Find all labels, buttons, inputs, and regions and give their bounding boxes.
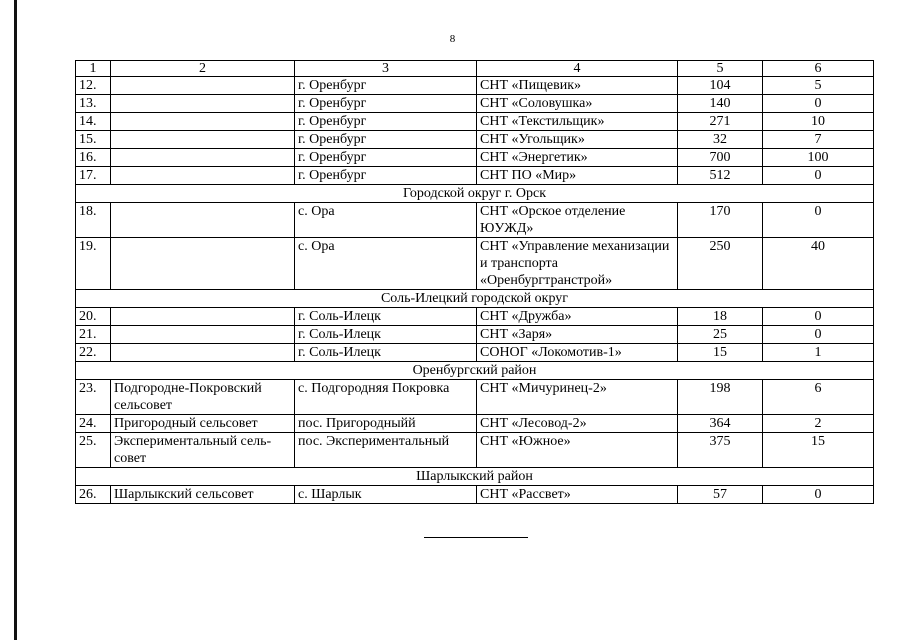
- header-cell-2: 2: [111, 61, 295, 77]
- value-cell: 5: [763, 77, 874, 95]
- organization-cell: СНТ «Рассвет»: [477, 486, 678, 504]
- value-cell: 2: [763, 415, 874, 433]
- organization-cell: СНТ «Текстильщик»: [477, 113, 678, 131]
- organization-cell: СНТ «Угольщик»: [477, 131, 678, 149]
- count-cell: 170: [678, 203, 763, 238]
- row-number-cell: 24.: [76, 415, 111, 433]
- row-number-cell: 14.: [76, 113, 111, 131]
- row-number-cell: 25.: [76, 433, 111, 468]
- count-cell: 700: [678, 149, 763, 167]
- count-cell: 250: [678, 238, 763, 290]
- row-number-cell: 16.: [76, 149, 111, 167]
- header-cell-1: 1: [76, 61, 111, 77]
- municipality-cell: Подгородне-Покровский сельсовет: [111, 380, 295, 415]
- table-row: [76, 308, 874, 326]
- municipality-cell: Экспериментальный сель-совет: [111, 433, 295, 468]
- settlement-cell: г. Оренбург: [295, 113, 477, 131]
- settlement-cell: г. Оренбург: [295, 167, 477, 185]
- municipality-cell: [111, 203, 295, 238]
- section-title: Соль-Илецкий городской округ: [76, 290, 874, 308]
- settlement-cell: с. Подгородняя Покровка: [295, 380, 477, 415]
- value-cell: 0: [763, 95, 874, 113]
- settlement-cell: г. Соль-Илецк: [295, 326, 477, 344]
- row-number-cell: 12.: [76, 77, 111, 95]
- row-number-cell: 17.: [76, 167, 111, 185]
- settlement-cell: с. Ора: [295, 238, 477, 290]
- table-row: [76, 131, 874, 149]
- value-cell: 0: [763, 308, 874, 326]
- section-title: Городской округ г. Орск: [76, 185, 874, 203]
- value-cell: 1: [763, 344, 874, 362]
- settlement-cell: г. Оренбург: [295, 149, 477, 167]
- header-cell-5: 5: [678, 61, 763, 77]
- document-table: [75, 60, 874, 504]
- count-cell: 57: [678, 486, 763, 504]
- row-number-cell: 22.: [76, 344, 111, 362]
- table-row: [76, 344, 874, 362]
- table-row: [76, 415, 874, 433]
- row-number-cell: 20.: [76, 308, 111, 326]
- table-row: [76, 77, 874, 95]
- section-title: Шарлыкский район: [76, 468, 874, 486]
- municipality-cell: [111, 77, 295, 95]
- header-cell-6: 6: [763, 61, 874, 77]
- organization-cell: СНТ ПО «Мир»: [477, 167, 678, 185]
- count-cell: 364: [678, 415, 763, 433]
- row-number-cell: 15.: [76, 131, 111, 149]
- table-row: [76, 433, 874, 468]
- count-cell: 32: [678, 131, 763, 149]
- page-number: 8: [449, 33, 456, 45]
- settlement-cell: с. Ора: [295, 203, 477, 238]
- settlement-cell: пос. Экспериментальный: [295, 433, 477, 468]
- table-row: [76, 95, 874, 113]
- organization-cell: СНТ «Южное»: [477, 433, 678, 468]
- settlement-cell: г. Оренбург: [295, 131, 477, 149]
- count-cell: 198: [678, 380, 763, 415]
- count-cell: 271: [678, 113, 763, 131]
- municipality-cell: [111, 131, 295, 149]
- row-number-cell: 23.: [76, 380, 111, 415]
- municipality-cell: [111, 113, 295, 131]
- table-row: [76, 113, 874, 131]
- value-cell: 0: [763, 167, 874, 185]
- header-cell-3: 3: [295, 61, 477, 77]
- count-cell: 18: [678, 308, 763, 326]
- organization-cell: СНТ «Энергетик»: [477, 149, 678, 167]
- value-cell: 0: [763, 486, 874, 504]
- section-heading-row: [76, 362, 874, 380]
- municipality-cell: [111, 238, 295, 290]
- left-margin-bar: [14, 0, 17, 640]
- settlement-cell: с. Шарлык: [295, 486, 477, 504]
- table-row: [76, 149, 874, 167]
- value-cell: 15: [763, 433, 874, 468]
- row-number-cell: 21.: [76, 326, 111, 344]
- section-heading-row: [76, 468, 874, 486]
- organization-cell: СОНОГ «Локомотив-1»: [477, 344, 678, 362]
- municipality-cell: [111, 95, 295, 113]
- value-cell: 100: [763, 149, 874, 167]
- municipality-cell: [111, 344, 295, 362]
- settlement-cell: пос. Пригородныйй: [295, 415, 477, 433]
- table-row: [76, 326, 874, 344]
- organization-cell: СНТ «Лесовод-2»: [477, 415, 678, 433]
- settlement-cell: г. Оренбург: [295, 77, 477, 95]
- count-cell: 104: [678, 77, 763, 95]
- value-cell: 0: [763, 203, 874, 238]
- municipality-cell: [111, 167, 295, 185]
- table-row: [76, 203, 874, 238]
- municipality-cell: [111, 308, 295, 326]
- table-row: [76, 380, 874, 415]
- value-cell: 7: [763, 131, 874, 149]
- organization-cell: СНТ «Соловушка»: [477, 95, 678, 113]
- municipality-cell: Пригородный сельсовет: [111, 415, 295, 433]
- section-heading-row: [76, 290, 874, 308]
- section-heading-row: [76, 185, 874, 203]
- section-title: Оренбургский район: [76, 362, 874, 380]
- organization-cell: СНТ «Мичуринец-2»: [477, 380, 678, 415]
- count-cell: 25: [678, 326, 763, 344]
- table-row: [76, 238, 874, 290]
- row-number-cell: 13.: [76, 95, 111, 113]
- organization-cell: СНТ «Дружба»: [477, 308, 678, 326]
- organization-cell: СНТ «Управление механизации и транспорта «Оренбургтранстрой»: [477, 238, 678, 290]
- count-cell: 140: [678, 95, 763, 113]
- value-cell: 40: [763, 238, 874, 290]
- settlement-cell: г. Соль-Илецк: [295, 344, 477, 362]
- municipality-cell: [111, 149, 295, 167]
- table-row: [76, 486, 874, 504]
- value-cell: 6: [763, 380, 874, 415]
- organization-cell: СНТ «Орское отделение ЮУЖД»: [477, 203, 678, 238]
- count-cell: 512: [678, 167, 763, 185]
- count-cell: 15: [678, 344, 763, 362]
- value-cell: 0: [763, 326, 874, 344]
- municipality-cell: Шарлыкский сельсовет: [111, 486, 295, 504]
- row-number-cell: 19.: [76, 238, 111, 290]
- organization-cell: СНТ «Пищевик»: [477, 77, 678, 95]
- footer-rule: [424, 537, 528, 538]
- municipality-cell: [111, 326, 295, 344]
- table-header-row: [76, 61, 874, 77]
- row-number-cell: 18.: [76, 203, 111, 238]
- settlement-cell: г. Соль-Илецк: [295, 308, 477, 326]
- table-row: [76, 167, 874, 185]
- row-number-cell: 26.: [76, 486, 111, 504]
- header-cell-4: 4: [477, 61, 678, 77]
- settlement-cell: г. Оренбург: [295, 95, 477, 113]
- count-cell: 375: [678, 433, 763, 468]
- value-cell: 10: [763, 113, 874, 131]
- table-body: [76, 61, 874, 504]
- organization-cell: СНТ «Заря»: [477, 326, 678, 344]
